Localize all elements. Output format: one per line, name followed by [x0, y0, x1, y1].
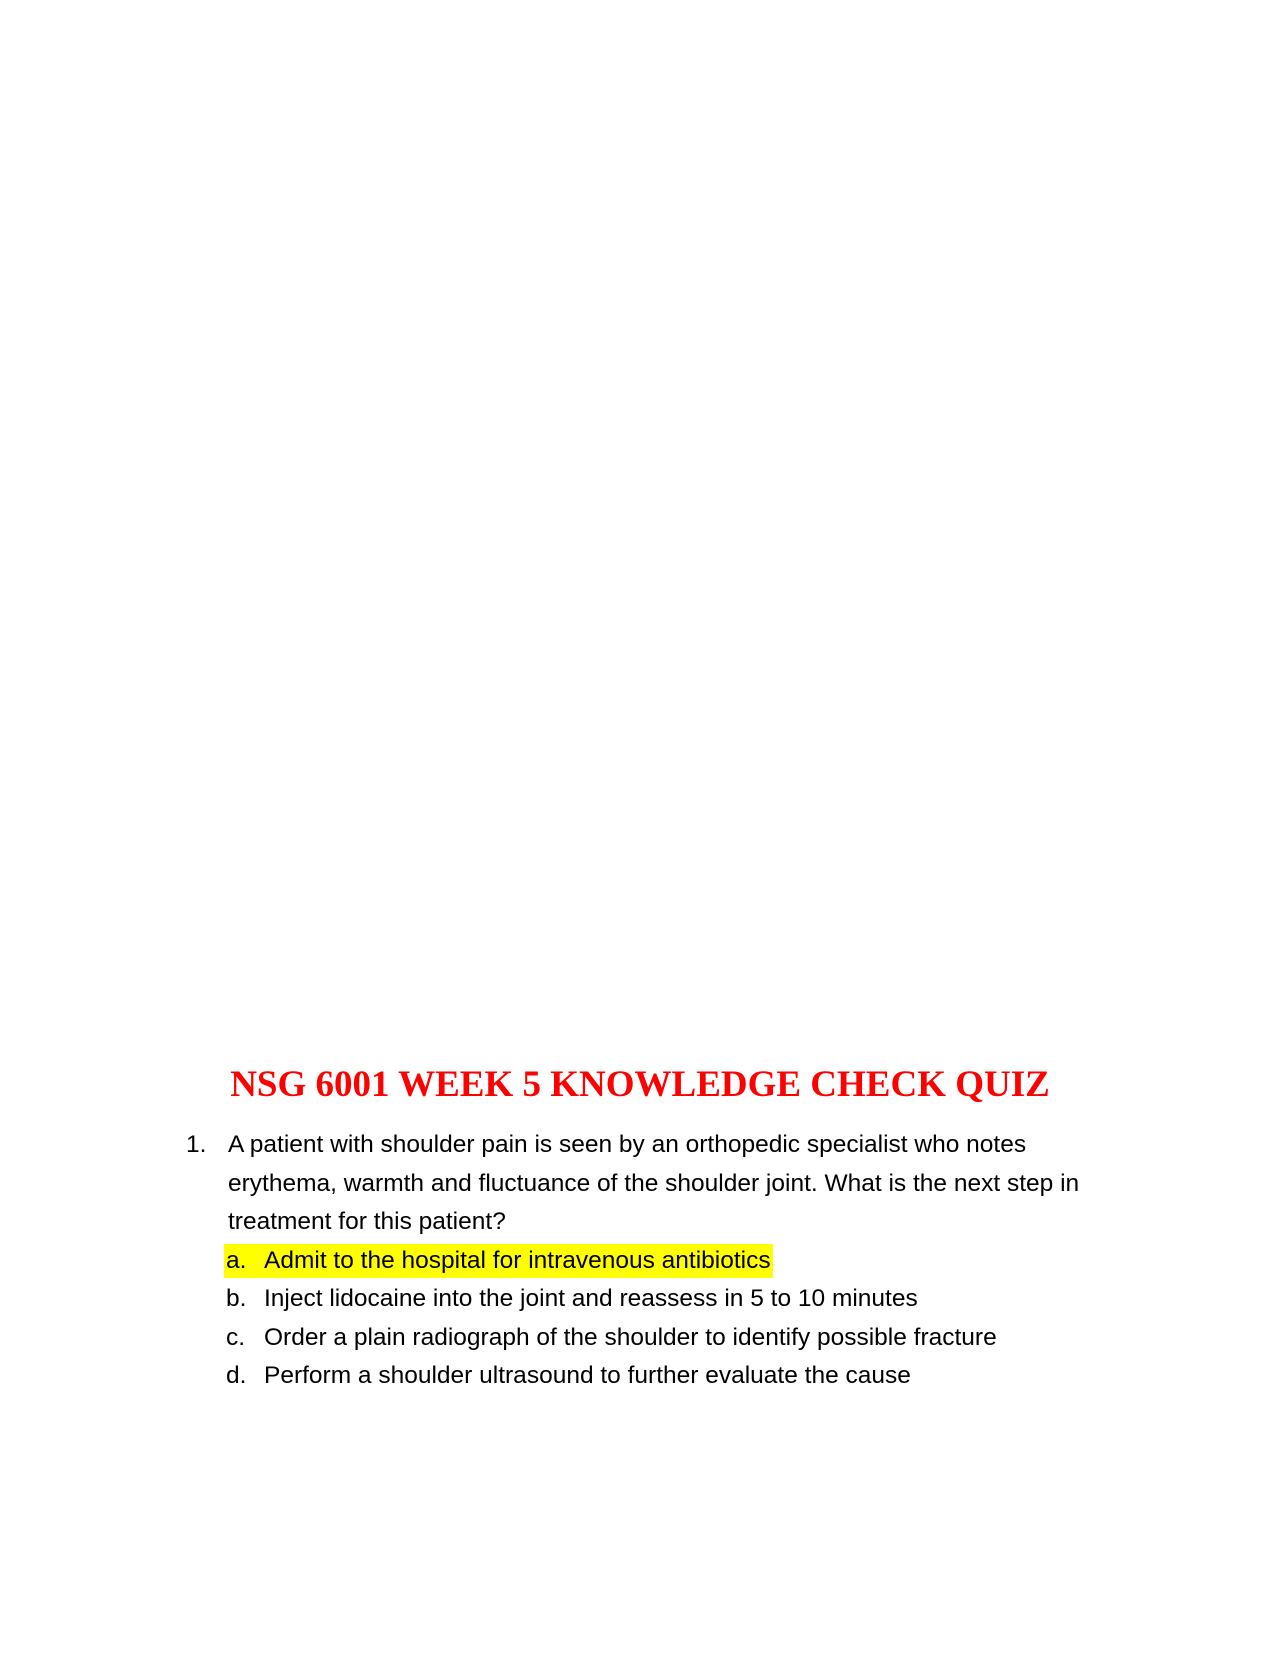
option-text: Perform a shoulder ultrasound to further evaluate the cause	[264, 1362, 911, 1389]
quiz-question	[186, 1126, 1106, 1396]
option-text: Admit to the hospital for intravenous antibiotics	[264, 1246, 771, 1274]
question-text: A patient with shoulder pain is seen by an orthopedic specialist who notes erythema, warmth and fluctuance of the shoulder joint. What is the next step in treatment for this patient?	[228, 1131, 1080, 1235]
answer-options	[186, 1242, 1106, 1396]
question-stem	[186, 1126, 1106, 1242]
option-letter: c.	[226, 1323, 246, 1351]
answer-option-a	[186, 1242, 1106, 1281]
option-text: Order a plain radiograph of the shoulder to identify possible fracture	[264, 1323, 997, 1351]
document-title: NSG 6001 WEEK 5 KNOWLEDGE CHECK QUIZ	[230, 1064, 1050, 1105]
option-letter: b.	[226, 1285, 247, 1312]
option-text: Inject lidocaine into the joint and reassess in 5 to 10 minutes	[264, 1285, 918, 1312]
answer-option-c	[186, 1319, 1106, 1358]
answer-option-d	[186, 1357, 1106, 1396]
question-number: 1.	[186, 1131, 207, 1158]
answer-option-b	[186, 1280, 1106, 1319]
option-letter: d.	[226, 1362, 247, 1389]
highlighted-answer	[224, 1244, 773, 1278]
option-letter: a.	[226, 1246, 247, 1274]
